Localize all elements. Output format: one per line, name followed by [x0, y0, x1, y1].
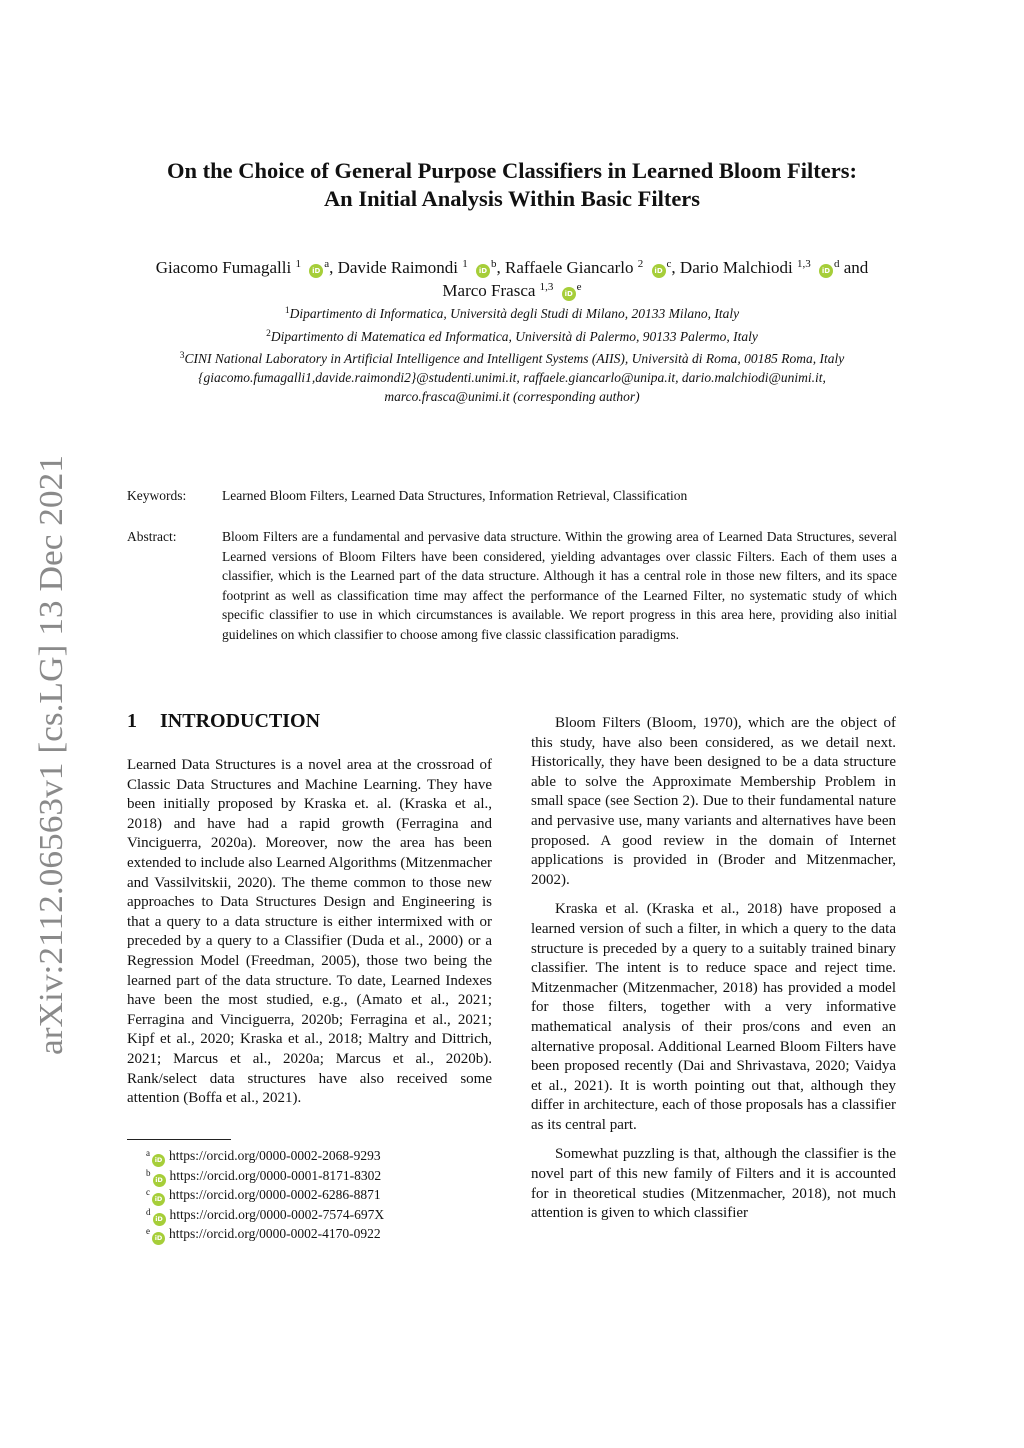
footnote-mark: d — [146, 1207, 151, 1217]
affiliation-1 — [100, 304, 924, 323]
orcid-icon[interactable]: iD — [819, 264, 833, 278]
affiliation-text: Dipartimento di Informatica, Università degli Studi di Milano, 20133 Milano, Italy — [289, 306, 740, 321]
affiliation-text: CINI National Laboratory in Artificial Intelligence and Intelligent Systems (AIIS), Università di Roma, 00185 Roma, Italy — [184, 351, 845, 366]
orcid-icon: iD — [153, 1174, 166, 1187]
paragraph: Kraska et al. (Kraska et al., 2018) have proposed a learned version of such a filter, in which a query to the data structure is preceded by a query to a suitably trained binary classifier. The intent is to reduce space and reject time. Mitzenmacher (Mitzenmacher, 2018) has provided a model for those filters, together with a very informative mathematical analysis of their pros/cons and even an alternative proposal. Additional Learned Bloom Filters have been proposed recently (Dai and Shrivastava, 2020; Vaidya et al., 2021). It is worth pointing out that, although they differ in architecture, each of those proposals has a classifier as its central part. — [531, 901, 896, 1133]
footnote — [146, 1146, 381, 1167]
orcid-icon[interactable]: iD — [476, 264, 490, 278]
footnote-link[interactable]: https://orcid.org/0000-0002-6286-8871 — [169, 1187, 381, 1202]
author-name: Raffaele Giancarlo — [505, 258, 634, 277]
affiliation-number: 1 — [284, 306, 290, 316]
paper-title — [100, 157, 924, 213]
affiliation-2 — [100, 327, 924, 346]
author-affil: 1 — [462, 258, 468, 270]
footnote-mark: c — [146, 1187, 150, 1197]
author-affil: 1,3 — [539, 281, 554, 293]
email-line-1[interactable]: {giacomo.fumagalli1,davide.raimondi2}@studenti.unimi.it, raffaele.giancarlo@unipa.it, dario.malchiodi@unimi.it, — [198, 370, 826, 385]
orcid-icon: iD — [152, 1232, 165, 1245]
keywords-label: Keywords: — [127, 488, 187, 503]
author-name: Giacomo Fumagalli — [155, 258, 292, 277]
footnote — [146, 1224, 381, 1245]
authors-and: and — [843, 258, 869, 277]
footnote-link[interactable]: https://orcid.org/0000-0002-4170-0922 — [169, 1226, 381, 1241]
orcid-icon: iD — [152, 1154, 165, 1167]
title-line-1: On the Choice of General Purpose Classifiers in Learned Bloom Filters: — [167, 158, 857, 183]
orcid-icon: iD — [152, 1193, 165, 1206]
author-line-2 — [100, 279, 924, 302]
footnote-mark: a — [146, 1148, 150, 1158]
keywords-text: Learned Bloom Filters, Learned Data Structures, Information Retrieval, Classification — [222, 488, 688, 503]
arxiv-stamp-text: arXiv:2112.06563v1 [cs.LG] 13 Dec 2021 — [33, 478, 70, 1055]
author-affil: 1,3 — [797, 258, 811, 270]
paragraph: Learned Data Structures is a novel area at the crossroad of Classic Data Structures and Machine Learning. They have been initially proposed by Kraska et. al. (Kraska et al., 2018) and have had a rapid growth (Ferragina and Vinciguerra, 2020a). Moreover, now the area has been extended to include also Learned Algorithms (Mitzenmacher and Vassilvitskii, 2020). The theme common to those new approaches to Data Structures Design and Engineering is that a query to a data structure is either intermixed with or preceded by a query to a Classifier (Duda et al., 2000) or a Regression Model (Freedman, 2005), those two being the learned part of the data structure. To date, Learned Indexes have been the most studied, e.g., (Amato et al., 2021; Ferragina and Vinciguerra, 2020b; Ferragina et al., 2021; Kipf et al., 2020; Kraska et al., 2018; Maltry and Dittrich, 2021; Marcus et al., 2020a; Marcus et al., 2020b). Rank/select data structures have also received some attention (Boffa et al., 2021). — [127, 757, 492, 1107]
title-line-2: An Initial Analysis Within Basic Filters — [323, 186, 701, 211]
author-affil: 1 — [295, 258, 301, 270]
author-name: Marco Frasca — [442, 281, 536, 300]
author-line-1: Giacomo Fumagalli $^1$ $iD^a$, Davide Raimondi $^1$ $iD^b$, Raffaele Giancarlo $^2$ $iD^c$, Dario Malchiodi $^{1,3}$ $iD^d$ and — [155, 258, 869, 277]
left-column — [127, 756, 492, 1109]
abstract-label: Abstract: — [127, 529, 177, 544]
email-line-2[interactable]: marco.frasca@unimi.it (corresponding author) — [384, 389, 640, 404]
emails — [100, 368, 924, 406]
affiliation-number: 3 — [179, 351, 185, 361]
footnote-mark: e — [146, 1226, 150, 1236]
author-orcid-mark: e — [576, 281, 582, 293]
section-number: 1 — [127, 710, 137, 732]
orcid-icon: iD — [153, 1213, 166, 1226]
section-heading — [127, 710, 320, 733]
author-name: Dario Malchiodi — [679, 258, 793, 277]
footnote-mark: b — [146, 1168, 151, 1178]
author-affil: 2 — [637, 258, 644, 270]
right-column — [531, 714, 896, 1224]
affiliation-3 — [100, 349, 924, 368]
arxiv-stamp — [18, 450, 74, 1060]
author-orcid-mark: c — [666, 258, 672, 270]
abstract-text: Bloom Filters are a fundamental and pervasive data structure. Within the growing area of Learned Data Structures, several Learned versions of Bloom Filters have been considered, yielding advantages over classic Filters. Each of them uses a classifier, which is the Learned part of the data structure. Although it has a central role in those new filters, and its space footprint as well as classification time may affect the performance of the Learned Filter, no systematic study of which specific classifier to use in which circumstances is available. We report progress in this area here, providing also initial guidelines on which classifier to choose among five classic classification paradigms. — [222, 529, 897, 642]
author-orcid-mark: a — [324, 258, 330, 270]
footnote-rule — [127, 1139, 231, 1140]
author-list — [100, 256, 924, 302]
orcid-icon[interactable]: iD — [652, 264, 666, 278]
footnote-link[interactable]: https://orcid.org/0000-0002-2068-9293 — [169, 1148, 381, 1163]
author-name: Davide Raimondi — [337, 258, 458, 277]
footnote — [146, 1205, 384, 1226]
section-title: INTRODUCTION — [160, 710, 321, 732]
footnote-link[interactable]: https://orcid.org/0000-0001-8171-8302 — [169, 1168, 382, 1183]
footnote-link[interactable]: https://orcid.org/0000-0002-7574-697X — [169, 1207, 385, 1222]
footnote — [146, 1166, 381, 1187]
paragraph: Somewhat puzzling is that, although the classifier is the novel part of this new family of Filters and it is accounted for in theoretical studies (Mitzenmacher, 2018), not much attention is given to which classifier — [531, 1146, 896, 1222]
orcid-icon[interactable]: iD — [309, 264, 323, 278]
affiliation-number: 2 — [266, 329, 271, 339]
paragraph: Bloom Filters (Bloom, 1970), which are the object of this study, have also been considered, as we detail next. Historically, they have been designed to be a data structure able to solve the Approximate Membership Problem in small space (see Section 2). Due to their fundamental nature and pervasive use, many variants and alternatives have been proposed. A good review in the domain of Internet applications is provided in (Broder and Mitzenmacher, 2002). — [531, 715, 896, 888]
affiliation-text: Dipartimento di Matematica ed Informatica, Università di Palermo, 90133 Palermo, Italy — [270, 329, 758, 344]
footnote — [146, 1185, 381, 1206]
author-orcid-mark: d — [834, 258, 840, 270]
author-orcid-mark: b — [491, 258, 497, 270]
orcid-icon[interactable]: iD — [562, 287, 576, 301]
